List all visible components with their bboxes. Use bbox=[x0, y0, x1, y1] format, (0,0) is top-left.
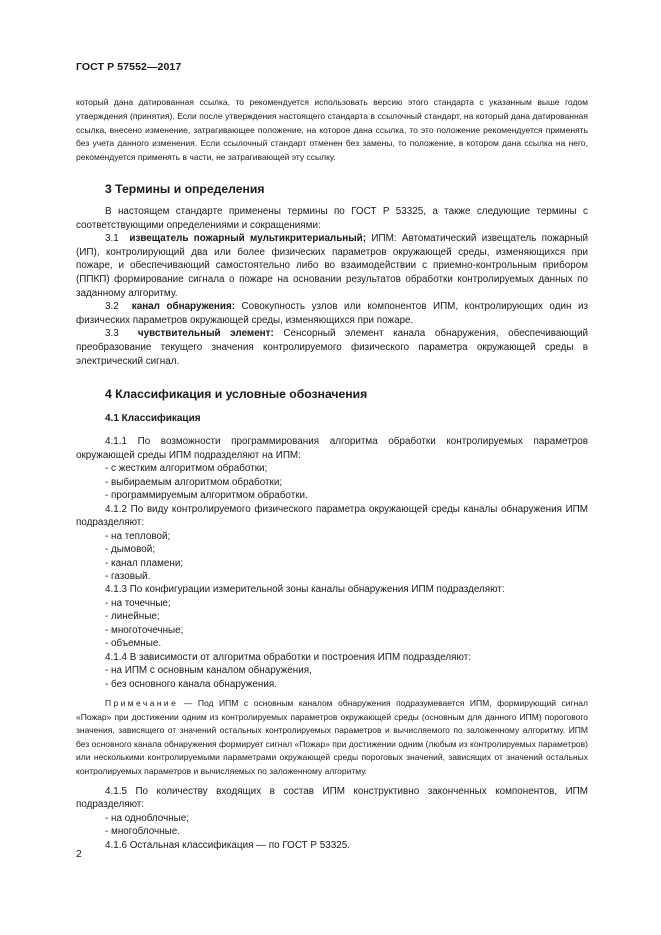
term-3-1 bbox=[76, 232, 588, 300]
term-definition: ИПМ: Автоматический извещатель пожарный (ИП), контролирующий два или более физических параметров окружающей среды, изменяющихся при пожаре, и обеспечивающий самостоятельно либо во взаимодействии с приемно-контрольным прибором (ППКП) формирование сигнала о пожаре на основании результатов обработки контролируемых данных по заданному алгоритму. bbox=[76, 233, 588, 299]
term-3-3 bbox=[76, 327, 588, 368]
clause-4-1-1: 4.1.1 По возможности программирования алгоритма обработки контролируемых параметров окружающей среды ИПМ подразделяют на ИПМ: bbox=[76, 436, 588, 461]
document-header: ГОСТ Р 57552—2017 bbox=[76, 61, 182, 73]
list-item: - объемные. bbox=[105, 638, 162, 650]
list-item: - на точечные; bbox=[105, 597, 171, 609]
list-item: - выбираемым алгоритмом обработки; bbox=[105, 476, 283, 488]
term-name: чувствительный элемент: bbox=[137, 328, 274, 340]
clause-4-1-3: 4.1.3 По конфигурации измерительной зоны каналы обнаружения ИПМ подразделяют: bbox=[105, 584, 505, 596]
section-3-title: 3 Термины и определения bbox=[105, 181, 265, 196]
list-item: - газовый. bbox=[105, 570, 151, 582]
term-name: канал обнаружения: bbox=[131, 301, 236, 313]
clause-4-1-5: 4.1.5 По количеству входящих в состав ИПМ конструктивно законченных компонентов, ИПМ подразделяют: bbox=[76, 785, 588, 811]
list-item: - программируемым алгоритмом обработки. bbox=[105, 490, 308, 502]
term-name: извещатель пожарный мультикритериальный; bbox=[129, 233, 367, 245]
list-item: - с жестким алгоритмом обработки; bbox=[105, 463, 268, 475]
section-3-intro: В настоящем стандарте применены термины по ГОСТ Р 53325, а также следующие термины с соответствующими определениями и сокращениями: bbox=[76, 205, 588, 231]
list-item: - многоточечные; bbox=[105, 624, 184, 636]
term-definition: Совокупность узлов или компонентов ИПМ, контролирующих один из физических параметров окружающей среды, изменяющихся при пожаре. bbox=[76, 301, 588, 326]
term-3-2 bbox=[76, 300, 588, 327]
clause-4-1-4: 4.1.4 В зависимости от алгоритма обработки и построения ИПМ подразделяют: bbox=[105, 651, 471, 663]
list-item: - на ИПМ с основным каналом обнаружения, bbox=[105, 665, 312, 677]
list-item: - на тепловой; bbox=[105, 530, 171, 542]
subsection-4-1-title: 4.1 Классификация bbox=[105, 413, 201, 425]
term-number: 3.1 bbox=[105, 233, 119, 245]
note-label: Примечание bbox=[105, 697, 179, 708]
note-paragraph bbox=[76, 697, 588, 779]
list-item: - на одноблочные; bbox=[105, 812, 189, 824]
list-item: - линейные; bbox=[105, 611, 160, 623]
section-4-title: 4 Классификация и условные обозначения bbox=[105, 387, 368, 402]
intro-paragraph: который дана датированная ссылка, то рекомендуется использовать версию этого стандарта с указанным выше годом утверждения (принятия). Если после утверждения настоящего стандарта в ссылочный стандарт, на который дана датированная ссылка, внесено изменение, затрагивающее положение, на которое дана ссылка, то это положение рекомендуется применять без учета данного изменения. Если ссылочный стандарт отменен без замены, то положение, в котором дана ссылка на него, рекомендуется применять в части, не затрагивающей эту ссылку. bbox=[76, 97, 588, 163]
list-item: - многоблочные. bbox=[105, 826, 180, 838]
page-content bbox=[76, 96, 588, 852]
term-number: 3.2 bbox=[105, 301, 119, 313]
clause-4-1-2: 4.1.2 По виду контролируемого физического параметра окружающей среды каналы обнаружения ИПМ подразделяют: bbox=[76, 503, 588, 529]
term-number: 3.3 bbox=[105, 328, 119, 340]
page-number: 2 bbox=[76, 848, 82, 860]
list-item: - канал пламени; bbox=[105, 557, 184, 569]
term-definition: Сенсорный элемент канала обнаружения, обеспечивающий преобразование текущего значения контролируемого физического параметра окружающей среды в электрический сигнал. bbox=[76, 328, 588, 367]
note-text: — Под ИПМ с основным каналом обнаружения подразумевается ИПМ, формирующий сигнал «Пожар» при достижении одним из контролируемых параметров окружающей среды (основным для данного ИПМ) порогового значения, зависящего от значений остальных контролируемых параметров и вычисляемого по заложенному алгоритму. ИПМ без основного канала обнаружения формирует сигнал «Пожар» при достижении одним (любым из контролируемых параметров) или несколькими контролируемыми параметрами окружающей среды пороговых значений, зависящих от значений остальных контролируемых параметров и вычисляемых по заложенному алгоритму. bbox=[76, 697, 588, 776]
list-item: - без основного канала обнаружения. bbox=[105, 678, 277, 690]
list-item: - дымовой; bbox=[105, 544, 156, 556]
clause-4-1-6: 4.1.6 Остальная классификация — по ГОСТ Р 53325. bbox=[105, 839, 350, 851]
